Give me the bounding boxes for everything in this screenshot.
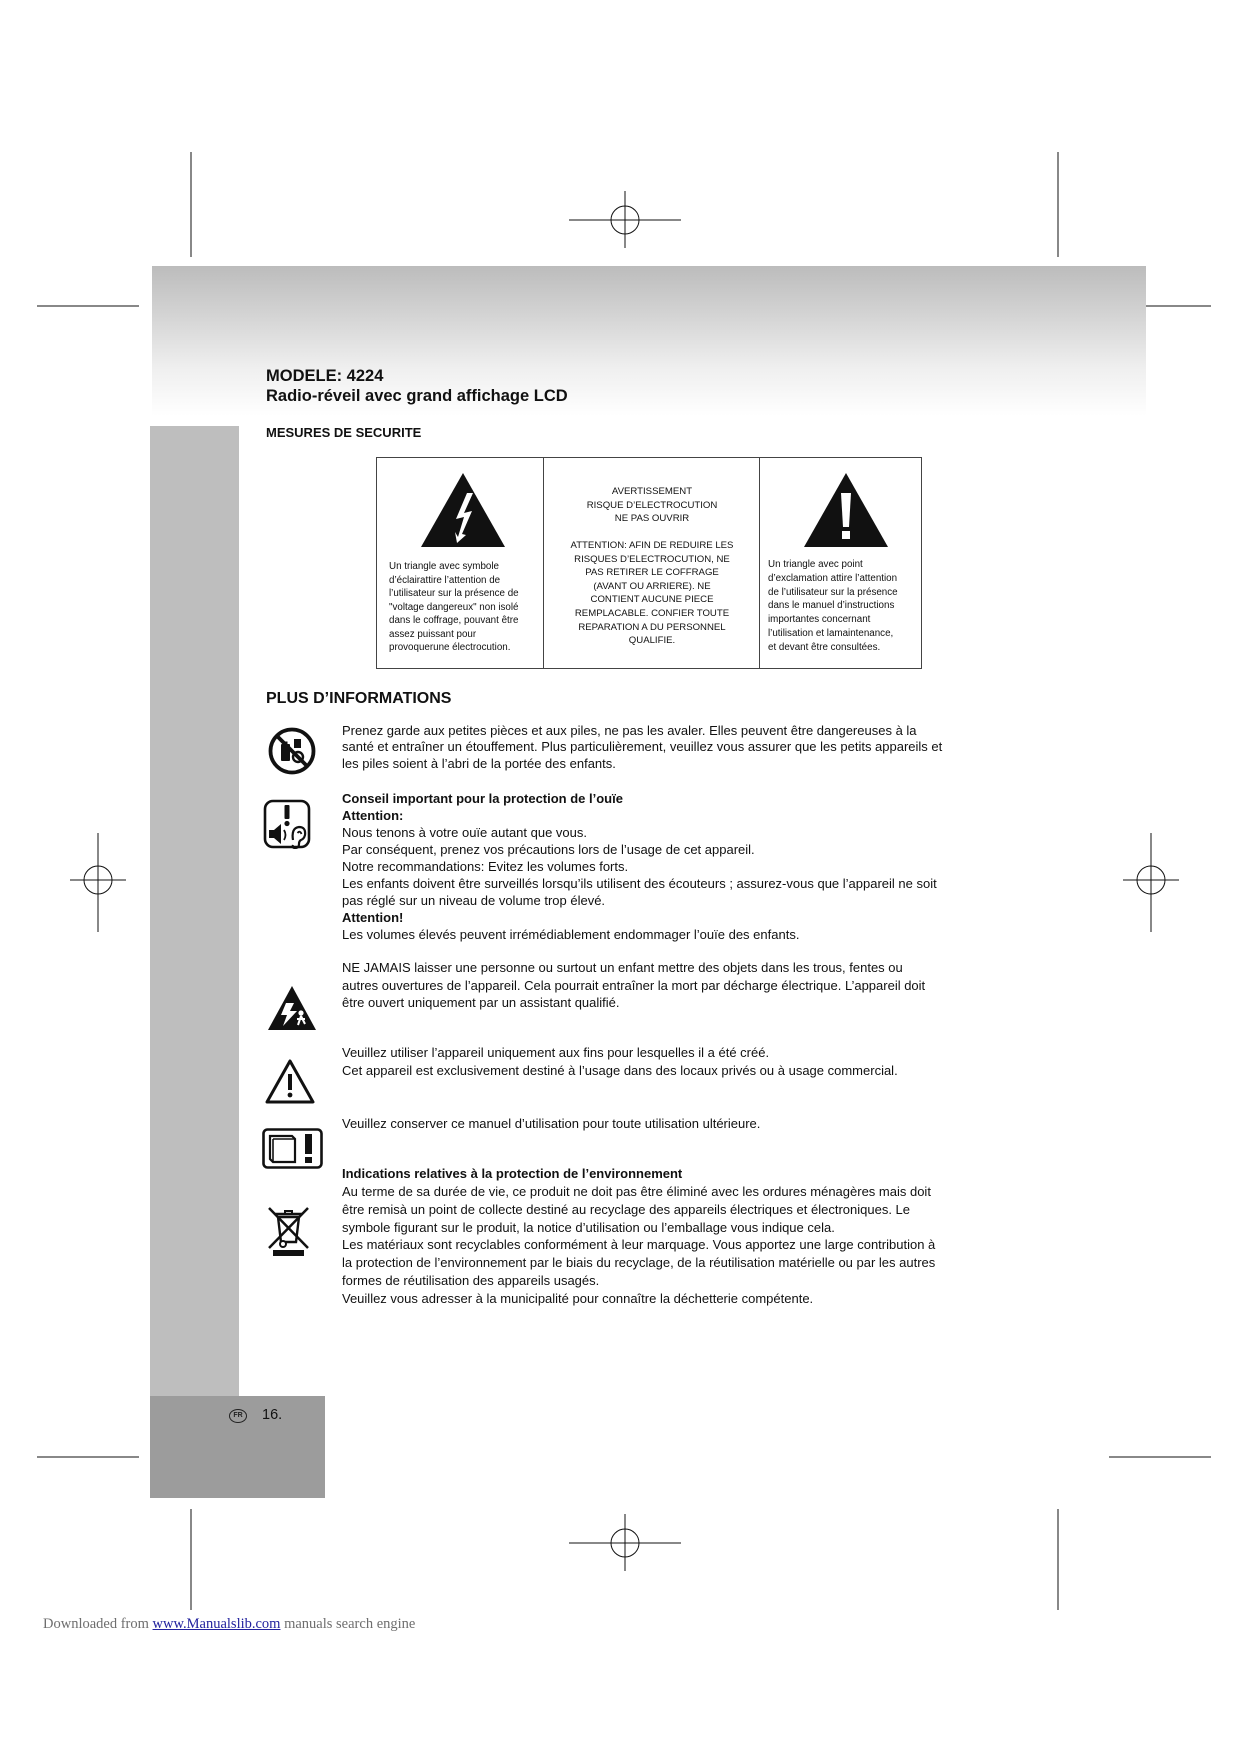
exclamation-triangle-icon (802, 471, 890, 549)
paragraph-line: Les volumes élevés peuvent irrémédiablement endommager l’ouïe des enfants. (342, 927, 800, 943)
safety-warning-table (376, 457, 922, 669)
registration-mark-top (569, 191, 681, 248)
paragraph-line: Les enfants doivent être surveillés lorsqu’ils utilisent des écouteurs ; assurez-vous que l’appareil ne soit (342, 875, 937, 891)
paragraph-line: être remisà un point de collecte destiné au recyclage des appareils électriques et électroniques. Le (342, 1201, 911, 1217)
registration-mark-right (1123, 833, 1179, 932)
crop-mark-bottom-right (1058, 1457, 1211, 1610)
attention-label: Attention! (342, 910, 404, 926)
hearing-title: Conseil important pour la protection de l’ouïe (342, 790, 623, 806)
paragraph-line: Veuillez conserver ce manuel d’utilisation pour toute utilisation ultérieure. (342, 1115, 761, 1131)
crossed-bin-icon (265, 1202, 312, 1258)
more-info-heading: PLUS D’INFORMATIONS (266, 690, 452, 707)
paragraph-line: les piles soient à l’abri de la portée des enfants. (342, 755, 616, 771)
choking-paragraph (342, 723, 942, 772)
language-badge: FR (229, 1409, 247, 1423)
safety-left-line: dans le coffrage, pouvant être (389, 615, 519, 626)
safety-right-line: importantes concernant (768, 614, 871, 626)
safety-right-line: et devant être consultées. (768, 641, 881, 653)
caution-line: PAS RETIRER LE COFFRAGE (585, 567, 719, 579)
page-number: 16. (262, 1407, 283, 1423)
paragraph-line: Cet appareil est exclusivement destiné à l’usage dans des locaux privés ou à usage commercial. (342, 1063, 898, 1078)
safety-left-line: "voltage dangereux" non isolé (389, 601, 519, 613)
safety-right-line: de l’utilisateur sur la présence (768, 586, 898, 598)
warning-triangle-icon (265, 1058, 315, 1104)
lightning-triangle-icon (419, 471, 507, 549)
openings-paragraph (342, 959, 925, 1012)
paragraph-line: formes de réutilisation des appareils usagés. (342, 1273, 600, 1289)
safety-right-line: Un triangle avec point (768, 559, 863, 570)
environment-title: Indications relatives à la protection de l’environnement (342, 1166, 683, 1181)
paragraph-line: Les matériaux sont recyclables conformément à leur marquage. Vous apportez une large contribution à (342, 1237, 936, 1253)
caution-line: QUALIFIE. (628, 635, 676, 647)
safety-right-line: d’exclamation attire l’attention (768, 572, 898, 584)
download-footer (43, 1616, 415, 1633)
footer-prefix: Downloaded from (43, 1616, 149, 1632)
registration-mark-left (70, 833, 126, 932)
intended-use-paragraph (342, 1044, 898, 1080)
paragraph-line: Veuillez utiliser l’appareil uniquement aux fins pour lesquelles il a été créé. (342, 1045, 770, 1060)
safety-heading: MESURES DE SECURITE (266, 425, 422, 440)
paragraph-line: autres ouvertures de l’appareil. Cela pourrait entraîner la mort par décharge électrique. L’appareil doit (342, 977, 926, 993)
safety-left-line: Un triangle avec symbole (389, 561, 499, 572)
caution-line: REPARATION A DU PERSONNEL (578, 621, 726, 633)
paragraph-line: Veuillez vous adresser à la municipalité pour connaître la déchetterie compétente. (342, 1291, 814, 1307)
warning-line: NE PAS OUVRIR (614, 513, 690, 524)
side-bar (150, 426, 239, 1396)
hearing-warning-icon (263, 799, 311, 849)
paragraph-line: Nous tenons à votre ouïe autant que vous. (342, 824, 588, 840)
warning-line: AVERTISSEMENT (611, 486, 693, 497)
caution-line: REMPLACABLE. CONFIER TOUTE (574, 607, 730, 619)
paragraph-line: Prenez garde aux petites pièces et aux piles, ne pas les avaler. Elles peuvent être dangereuses à la (342, 723, 917, 738)
registration-mark-bottom (569, 1514, 681, 1571)
warning-line: RISQUE D’ELECTROCUTION (586, 499, 718, 511)
safety-warning-text (544, 485, 760, 526)
manual-paragraph (342, 1115, 760, 1132)
safety-right-line: l’utilisation et lamaintenance, (768, 627, 894, 639)
model-title: MODELE: 4224 (266, 367, 384, 385)
environment-paragraph (342, 1165, 935, 1308)
product-title: Radio-réveil avec grand affichage LCD (266, 387, 568, 405)
safety-right-line: dans le manuel d’instructions (768, 600, 895, 612)
no-small-parts-icon (267, 726, 317, 776)
safety-left-text (389, 560, 519, 655)
caution-line: (AVANT OU ARRIERE). NE (593, 580, 711, 592)
paragraph-line: Notre recommandations: Evitez les volumes forts. (342, 858, 629, 874)
paragraph-line: Par conséquent, prenez vos précautions lors de l’usage de cet appareil. (342, 841, 755, 857)
caution-line: ATTENTION: AFIN DE REDUIRE LES (570, 540, 734, 551)
hearing-paragraph (342, 790, 937, 944)
paragraph-line: pas réglé sur un niveau de volume trop élevé. (342, 893, 606, 909)
footer-suffix: manuals search engine (284, 1616, 416, 1632)
caution-line: CONTIENT AUCUNE PIECE (590, 594, 714, 606)
safety-left-line: assez puissant pour (389, 628, 477, 640)
attention-label: Attention: (342, 807, 404, 823)
paragraph-line: être ouvert uniquement par un assistant qualifié. (342, 995, 620, 1010)
safety-left-line: provoquerune électrocution. (389, 642, 511, 653)
paragraph-line: NE JAMAIS laisser une personne ou surtout un enfant mettre des objets dans les trous, fentes ou (342, 960, 903, 975)
paragraph-line: symbole figurant sur le produit, la notice d’utilisation ou l’emballage vous indique cela. (342, 1219, 835, 1235)
paragraph-line: Au terme de sa durée de vie, ce produit ne doit pas être éliminé avec les ordures ménagères mais doit (342, 1183, 931, 1199)
safety-left-line: d’éclairattire l’attention de (389, 574, 501, 586)
electric-shock-warning-icon (266, 984, 318, 1032)
safety-left-line: l’utilisateur sur la présence de (389, 588, 519, 599)
paragraph-line: santé et entraîner un étouffement. Plus particulièrement, veuillez vous assurer que les petits appareils et (342, 739, 943, 755)
safety-caution-text (544, 539, 760, 648)
manual-book-icon (262, 1128, 323, 1169)
caution-line: RISQUES D’ELECTROCUTION, NE (574, 553, 730, 565)
safety-right-text (768, 558, 898, 655)
manualslib-link[interactable]: www.Manualslib.com (152, 1616, 281, 1632)
paragraph-line: la protection de l’environnement par le biais du recyclage, de la réutilisation matérielle ou par les autres (342, 1255, 936, 1271)
